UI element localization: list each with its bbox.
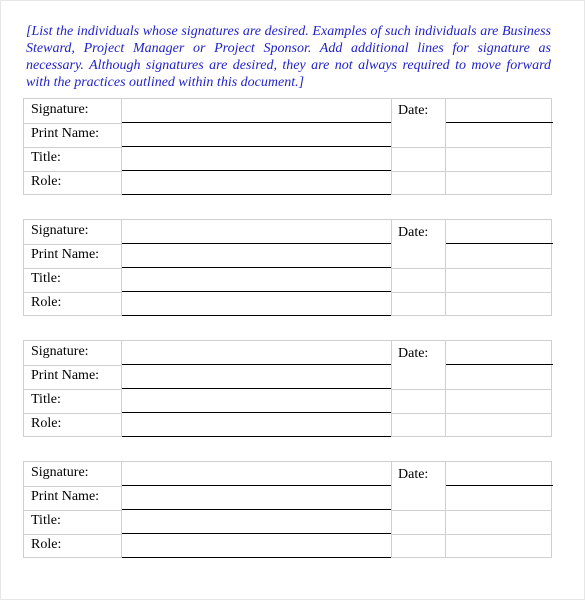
role-label: Role: xyxy=(31,295,62,310)
row-divider xyxy=(391,389,551,390)
row-divider xyxy=(24,534,122,535)
date-field[interactable] xyxy=(446,364,553,365)
row-divider xyxy=(24,171,122,172)
row-divider xyxy=(391,292,551,293)
role-label: Role: xyxy=(31,416,62,431)
print-name-field[interactable] xyxy=(122,509,391,510)
signature-label: Signature: xyxy=(31,223,89,238)
role-field[interactable] xyxy=(122,315,391,316)
row-divider xyxy=(391,413,551,414)
row-divider xyxy=(24,147,122,148)
title-label: Title: xyxy=(31,150,61,165)
title-field[interactable] xyxy=(122,170,391,171)
row-divider xyxy=(24,389,122,390)
role-field[interactable] xyxy=(122,194,391,195)
print-name-field[interactable] xyxy=(122,146,391,147)
row-divider xyxy=(24,413,122,414)
row-divider xyxy=(391,510,551,511)
print-name-field[interactable] xyxy=(122,267,391,268)
role-field[interactable] xyxy=(122,557,391,558)
row-divider xyxy=(24,486,122,487)
signature-block-3 xyxy=(23,340,552,437)
role-label: Role: xyxy=(31,174,62,189)
signature-field[interactable] xyxy=(122,485,391,486)
date-label: Date: xyxy=(398,103,429,118)
row-divider xyxy=(24,123,122,124)
print-name-label: Print Name: xyxy=(31,368,100,383)
print-name-label: Print Name: xyxy=(31,247,100,262)
print-name-label: Print Name: xyxy=(31,126,100,141)
title-field[interactable] xyxy=(122,291,391,292)
print-name-field[interactable] xyxy=(122,388,391,389)
date-label: Date: xyxy=(398,225,429,240)
row-divider xyxy=(391,171,551,172)
row-divider xyxy=(24,244,122,245)
date-label: Date: xyxy=(398,467,429,482)
title-label: Title: xyxy=(31,513,61,528)
signature-field[interactable] xyxy=(122,122,391,123)
signature-label: Signature: xyxy=(31,102,89,117)
title-field[interactable] xyxy=(122,412,391,413)
signature-block-2 xyxy=(23,219,552,316)
row-divider xyxy=(391,534,551,535)
date-field[interactable] xyxy=(446,485,553,486)
row-divider xyxy=(24,292,122,293)
date-label: Date: xyxy=(398,346,429,361)
date-field[interactable] xyxy=(446,243,553,244)
signature-block-1 xyxy=(23,98,552,195)
role-field[interactable] xyxy=(122,436,391,437)
row-divider xyxy=(391,268,551,269)
title-label: Title: xyxy=(31,271,61,286)
signature-field[interactable] xyxy=(122,364,391,365)
signature-label: Signature: xyxy=(31,465,89,480)
signature-field[interactable] xyxy=(122,243,391,244)
row-divider xyxy=(24,510,122,511)
row-divider xyxy=(24,268,122,269)
row-divider xyxy=(391,147,551,148)
signature-block-4 xyxy=(23,461,552,558)
date-field[interactable] xyxy=(446,122,553,123)
row-divider xyxy=(24,365,122,366)
instruction-text: [List the individuals whose signatures are desired. Examples of such individuals are Business Steward, Project Manager or Project Sponsor. Add additional lines for signature as necessary. Although signatures are desired, they are not always required to move forward with the practices outlined within this document.] xyxy=(26,24,551,90)
print-name-label: Print Name: xyxy=(31,489,100,504)
title-field[interactable] xyxy=(122,533,391,534)
role-label: Role: xyxy=(31,537,62,552)
title-label: Title: xyxy=(31,392,61,407)
signature-label: Signature: xyxy=(31,344,89,359)
